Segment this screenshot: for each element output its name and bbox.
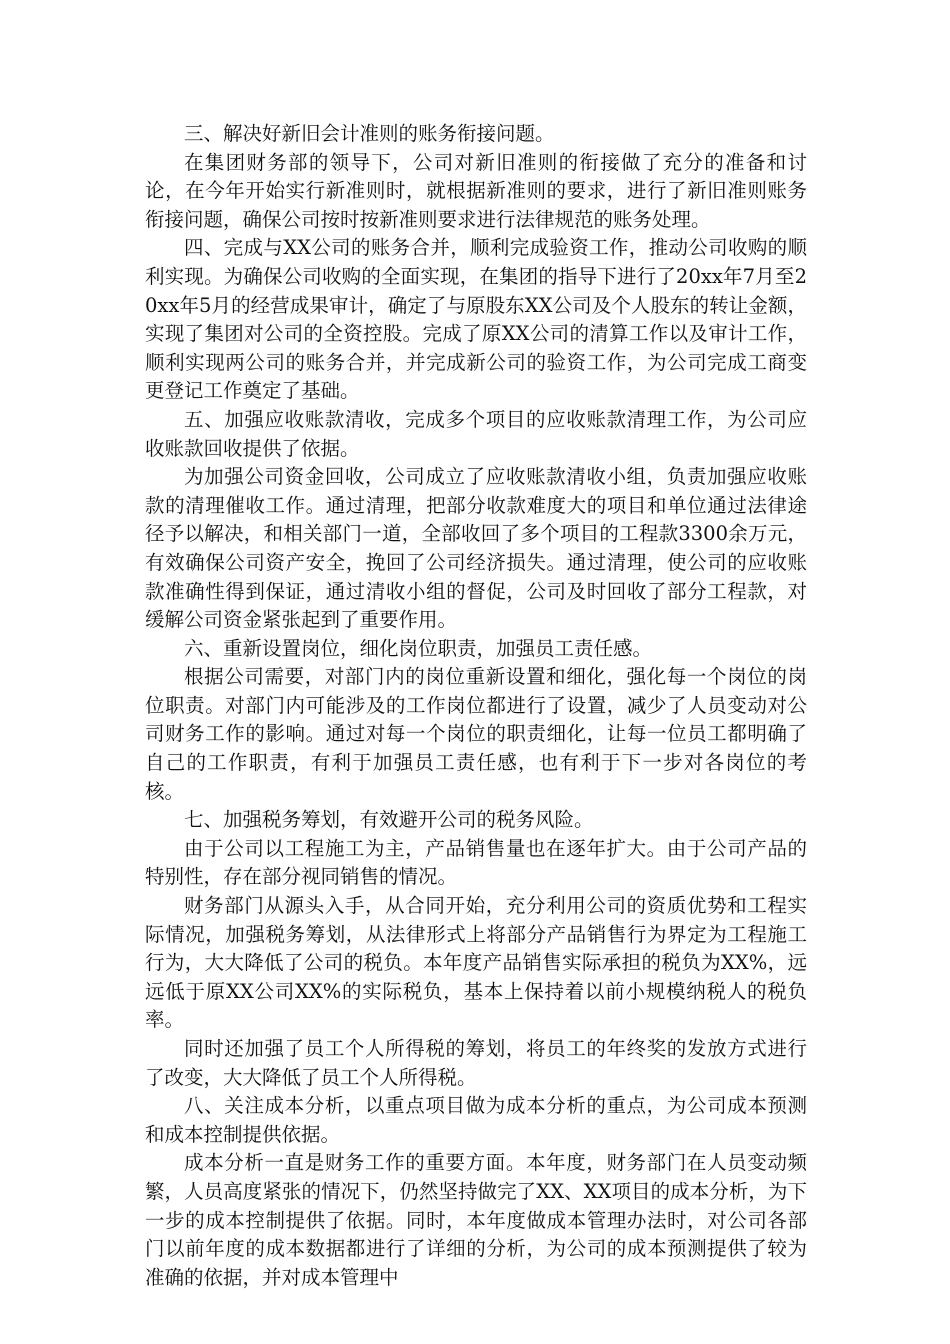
section-heading-5: 五、加强应收账款清收，完成多个项目的应收账款清理工作，为公司应收账款回收提供了依据。 <box>145 407 807 460</box>
body-paragraph: 财务部门从源头入手，从合同开始，充分利用公司的资质优势和工程实际情况，加强税务筹划，从法律形式上将部分产品销售行为界定为工程施工行为，大大降低了公司的税负。本年度产品销售实际承担的税负为XX%，远远低于原XX公司XX%的实际税负，基本上保持着以前小规模纳税人的税负率。 <box>145 894 807 1032</box>
section-heading-7: 七、加强税务筹划，有效避开公司的税务风险。 <box>184 808 594 832</box>
section-heading-8: 八、关注成本分析，以重点项目做为成本分析的重点，为公司成本预测和成本控制提供依据。 <box>145 1094 807 1146</box>
body-paragraph: 同时还加强了员工个人所得税的筹划，将员工的年终奖的发放方式进行了改变，大大降低了员工个人所得税。 <box>145 1037 807 1089</box>
body-paragraph: 根据公司需要，对部门内的岗位重新设置和细化，强化每一个岗位的岗位职责。对部门内可能涉及的工作岗位都进行了设置，减少了人员变动对公司财务工作的影响。通过对每一个岗位的职责细化，让每一位员工都明确了自己的工作职责，有利于加强员工责任感，也有利于下一步对各岗位的考核。 <box>145 665 807 803</box>
document-page <box>145 120 807 1292</box>
body-paragraph: 在集团财务部的领导下，公司对新旧准则的衔接做了充分的准备和讨论，在今年开始实行新准则时，就根据新准则的要求，进行了新旧准则账务衔接问题，确保公司按时按新准则要求进行法律规范的账务处理。 <box>145 150 807 231</box>
body-paragraph: 由于公司以工程施工为主，产品销售量也在逐年扩大。由于公司产品的特别性，存在部分视同销售的情况。 <box>145 836 807 889</box>
body-paragraph: 成本分析一直是财务工作的重要方面。本年度，财务部门在人员变动频繁，人员高度紧张的情况下，仍然坚持做完了XX、XX项目的成本分析，为下一步的成本控制提供了依据。同时，本年度做成本管理办法时，对公司各部门以前年度的成本数据都进行了详细的分析，为公司的成本预测提供了较为准确的依据，并对成本管理中 <box>145 1151 807 1289</box>
body-paragraph: 为加强公司资金回收，公司成立了应收账款清收小组，负责加强应收账款的清理催收工作。通过清理，把部分收款难度大的项目和单位通过法律途径予以解决，和相关部门一道，全部收回了多个项目的工程款3300余万元，有效确保公司资产安全，挽回了公司经济损失。通过清理，使公司的应收账款准确性得到保证，通过清收小组的督促，公司及时回收了部分工程款，对缓解公司资金紧张起到了重要作用。 <box>145 465 807 632</box>
section-heading-3: 三、解决好新旧会计准则的账务衔接问题。 <box>184 122 555 145</box>
section-heading-6: 六、重新设置岗位，细化岗位职责，加强员工责任感。 <box>184 636 653 660</box>
section-heading-4: 四、完成与XX公司的账务合并，顺利完成验资工作，推动公司收购的顺利实现。为确保公司收购的全面实现，在集团的指导下进行了20xx年7月至20xx年5月的经营成果审计，确定了与原股东XX公司及个人股东的转让金额，实现了集团对公司的全资控股。完成了原XX公司的清算工作以及审计工作，顺利实现两公司的账务合并，并完成新公司的验资工作，为公司完成工商变更登记工作奠定了基础。 <box>145 236 807 403</box>
